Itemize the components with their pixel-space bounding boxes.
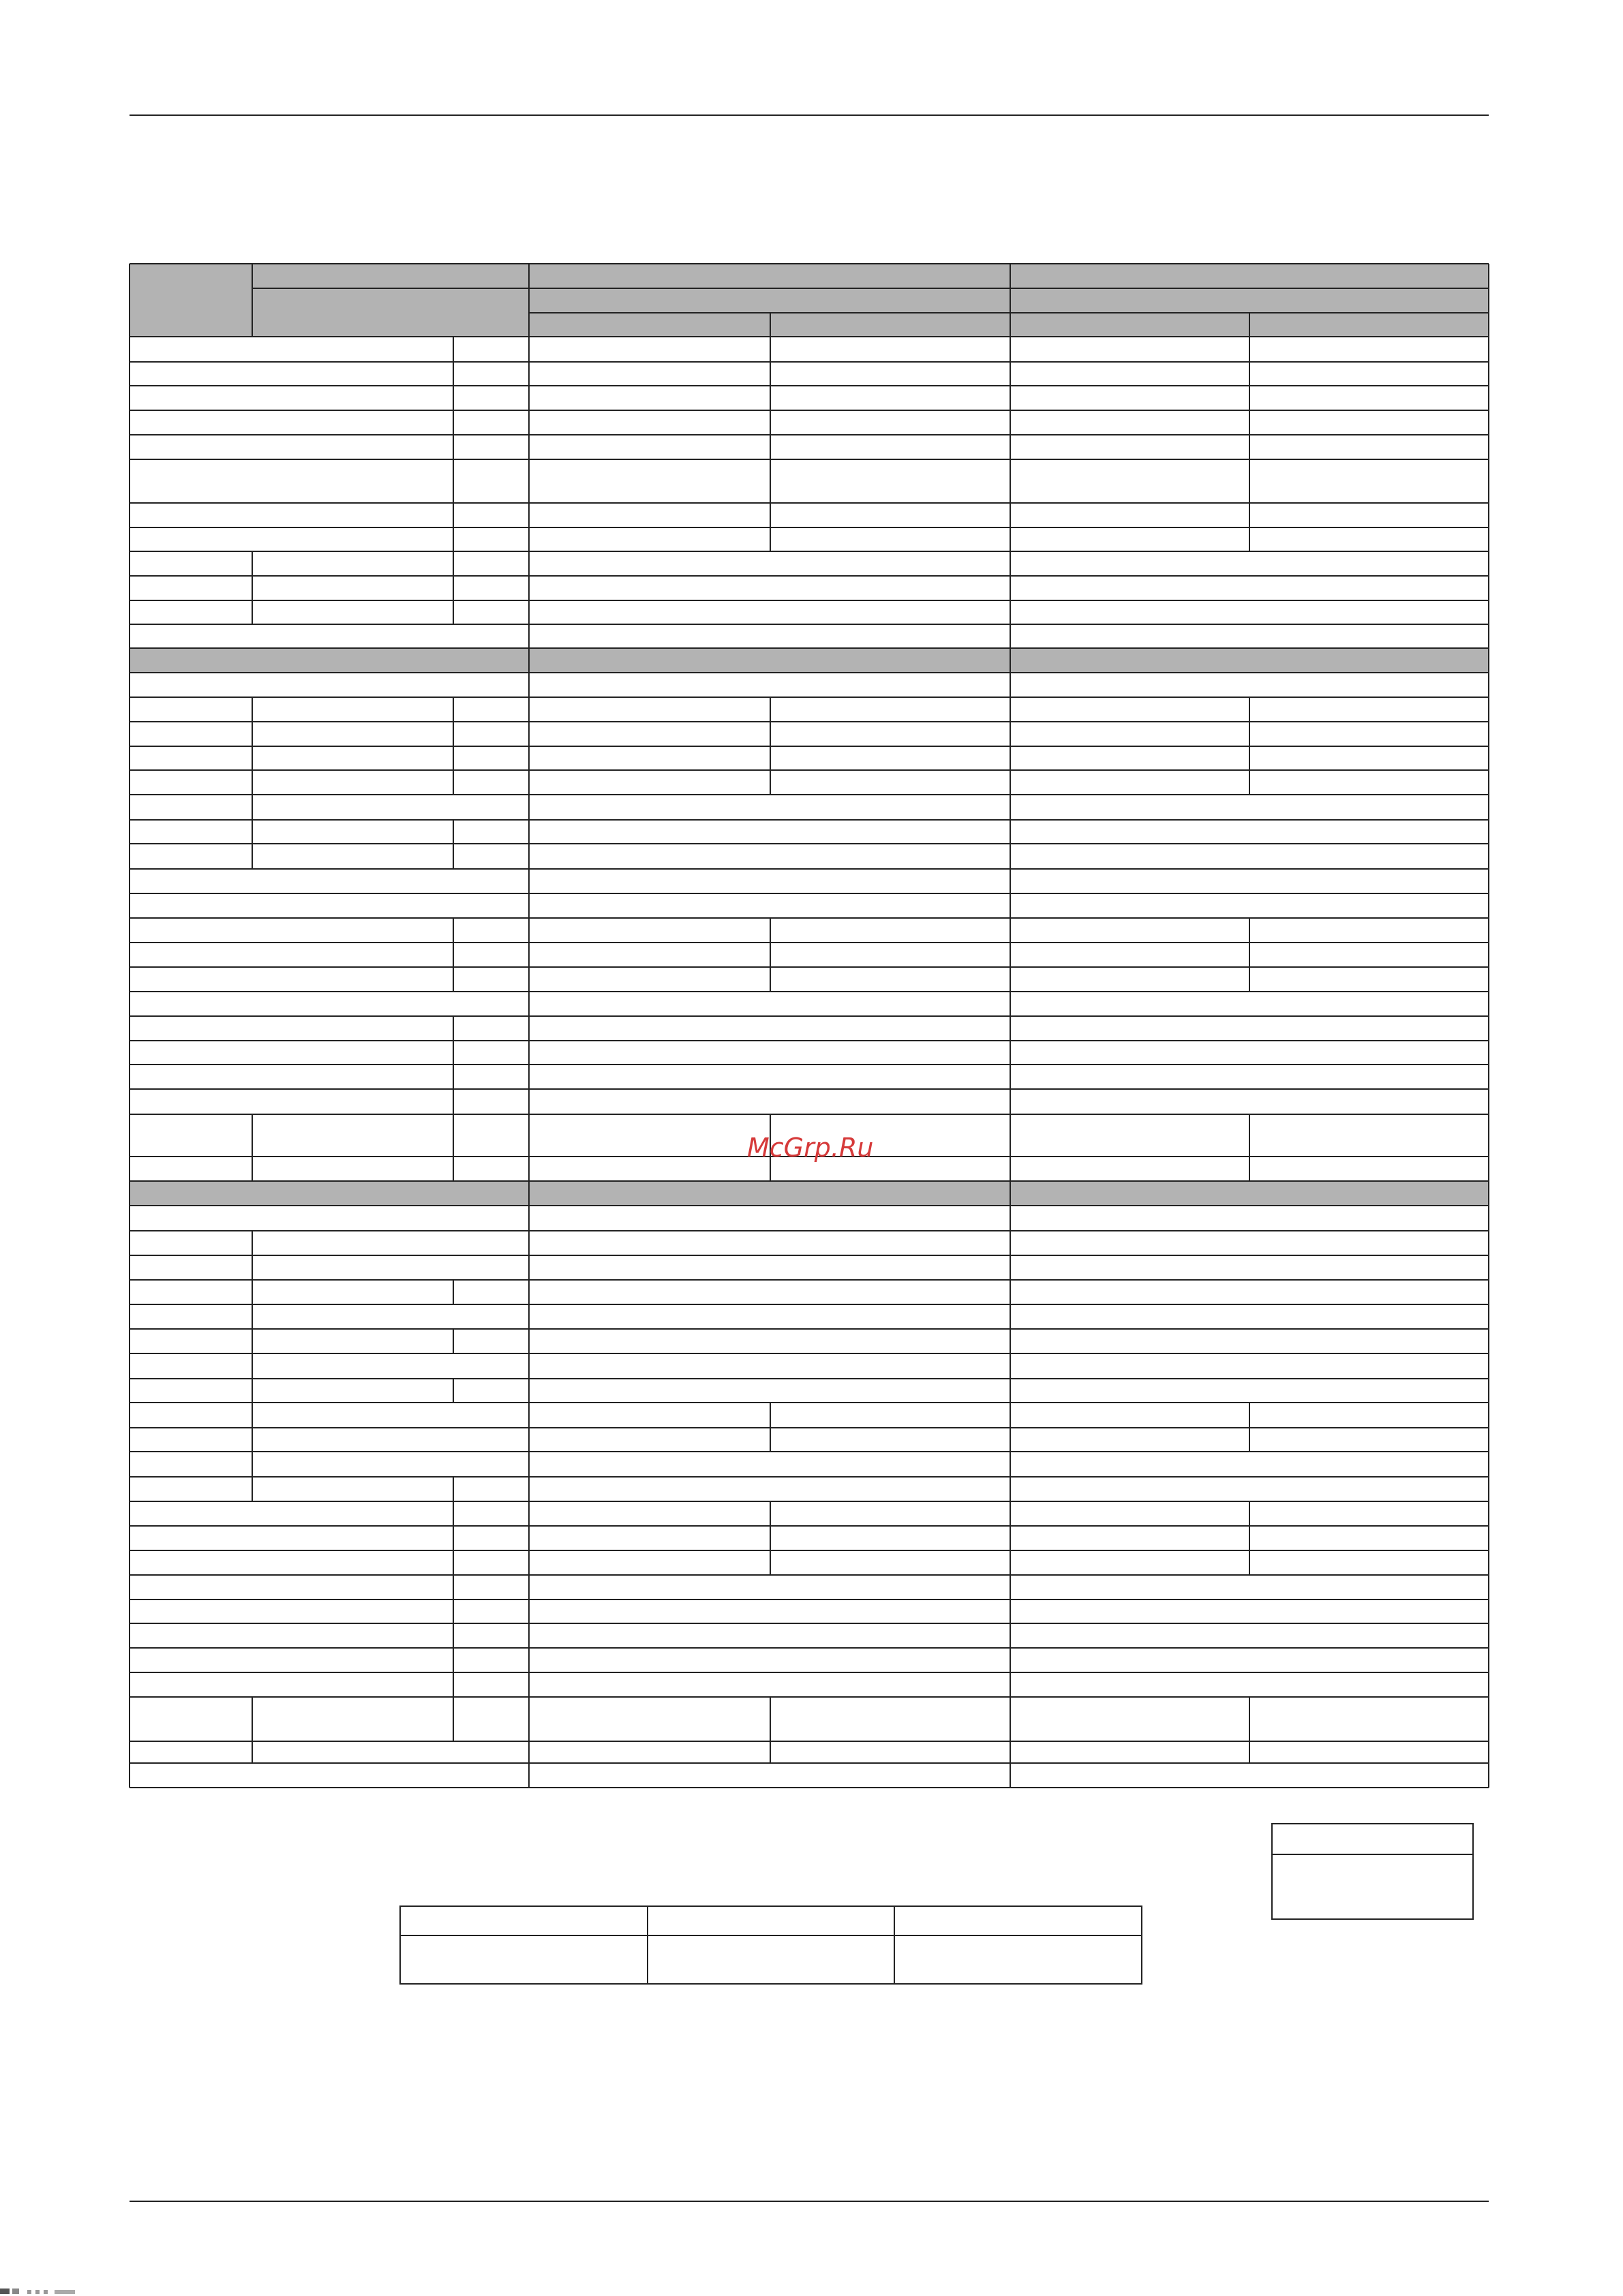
watermark-text: McGrp.Ru: [747, 1133, 874, 1163]
bottom-rule: [130, 2201, 1489, 2202]
note-box: [1272, 1824, 1473, 1919]
footer-mark: [0, 2286, 102, 2296]
sub-table-3col: [400, 1906, 1142, 1984]
grid-lines: [130, 264, 1489, 1788]
bottom-tables: [400, 1824, 1473, 1984]
